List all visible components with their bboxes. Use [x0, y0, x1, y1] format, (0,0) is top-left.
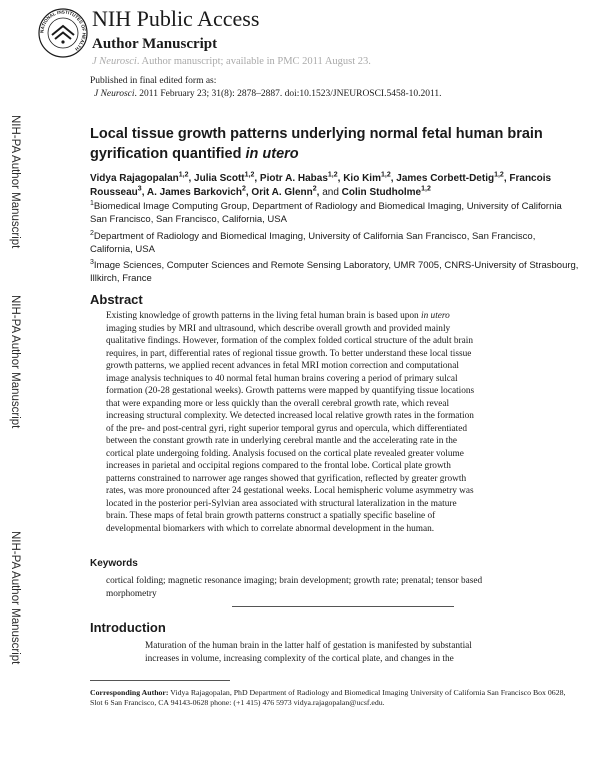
published-in-label: Published in final edited form as: — [90, 76, 217, 86]
sidebar-label-bottom: NIH-PA Author Manuscript — [9, 531, 21, 665]
abstract-text-start: Existing knowledge of growth patterns in the living fetal human brain is based upon — [106, 311, 421, 321]
author-separator: , — [390, 173, 397, 184]
author-separator: , — [141, 187, 147, 198]
author-separator: , — [316, 187, 323, 198]
author-name: Julia Scott — [194, 173, 245, 184]
author-affiliation-sup: 1,2 — [380, 171, 391, 179]
affiliation-text: Image Sciences, Computer Sciences and Remote Sensing Laboratory, UMR 7005, CNRS-University of Strasbourg, Illkirch, France — [90, 260, 579, 284]
affiliation-1 — [90, 200, 580, 226]
author-affiliation-sup: 1,2 — [178, 171, 189, 179]
citation-line — [94, 89, 442, 99]
author-name: Orit A. Glenn — [251, 187, 313, 198]
footnote-divider — [90, 680, 230, 681]
author-name: Kio Kim — [343, 173, 381, 184]
sidebar-label-middle: NIH-PA Author Manuscript — [9, 295, 21, 429]
footnote-label: Corresponding Author: — [90, 688, 169, 697]
introduction-heading: Introduction — [90, 620, 166, 635]
footnote-text: Vidya Rajagopalan, PhD Department of Radiology and Biomedical Imaging University of California San Francisco Box 0628, Slot 6 San Francisco, CA 94143-0628 phone: (+1 415) 476 5973 vidya.rajagopalan@ucsf.edu. — [90, 688, 566, 707]
abstract-heading: Abstract — [90, 292, 143, 307]
sidebar-label-top: NIH-PA Author Manuscript — [9, 115, 21, 249]
author-list — [90, 172, 580, 200]
affiliation-text: Department of Radiology and Biomedical Imaging, University of California San Francisco, San Francisco, California, USA — [90, 231, 536, 255]
affiliation-2 — [90, 230, 580, 256]
author-affiliation-sup: 1,2 — [327, 171, 338, 179]
author-name: Colin Studholme — [341, 187, 422, 198]
author-separator: , — [337, 173, 344, 184]
author-separator: , — [503, 173, 510, 184]
author-name: A. James Barkovich — [146, 187, 242, 198]
author-separator: , — [245, 187, 252, 198]
author-name: Francois Rousseau — [90, 173, 552, 198]
article-title-italic: in utero — [245, 146, 299, 162]
citation-journal: J Neurosci — [94, 89, 135, 99]
nih-public-access-title: NIH Public Access — [92, 6, 260, 31]
author-name: James Corbett-Detig — [396, 173, 495, 184]
affiliation-number: 3 — [90, 258, 94, 266]
affiliation-3 — [90, 259, 580, 285]
author-affiliation-sup: 2 — [312, 185, 317, 193]
author-affiliation-sup: 3 — [137, 185, 142, 193]
author-affiliation-sup: 1,2 — [421, 185, 431, 193]
section-divider — [232, 606, 454, 607]
author-affiliation-sup: 1,2 — [494, 171, 504, 179]
article-title-main: Local tissue growth patterns underlying normal fetal human brain gyrification quantified — [90, 126, 543, 162]
affiliation-number: 2 — [90, 229, 94, 237]
author-separator: , — [188, 173, 195, 184]
keywords-heading: Keywords — [90, 558, 138, 569]
keywords-text: cortical folding; magnetic resonance imaging; brain development; growth rate; prenatal; tensor based morphometry — [106, 576, 483, 599]
availability-note — [92, 56, 371, 67]
affiliation-number: 1 — [90, 199, 94, 207]
svg-text:NATIONAL INSTITUTES OF HEALTH: NATIONAL INSTITUTES OF HEALTH — [39, 9, 87, 52]
author-manuscript-label: Author Manuscript — [92, 36, 218, 52]
introduction-text: Maturation of the human brain in the latter half of gestation is manifested by substantial increases in volume, increasing complexity of the cortical plate, and changes in the — [145, 641, 472, 664]
availability-journal: J Neurosci — [92, 56, 137, 67]
nih-seal-logo — [38, 8, 88, 58]
author-affiliation-sup: 2 — [241, 185, 246, 193]
author-affiliation-sup: 1,2 — [244, 171, 255, 179]
corresponding-author-footnote — [90, 688, 574, 708]
abstract-text-rest: imaging studies by MRI and ultrasound, which describe overall growth and provided mainly qualitative findings. However, formation of the complex folded cortical structure of the adult brain requires, in part, differential rates of regional tissue growth. To better understand these local tissue growth patterns, we applied recent advances in fetal MRI motion correction and computational image analysis techniques to 40 normal fetal human brains covering a period of primary sulcal formation (20-28 gestational weeks). Growth patterns were mapped by quantifying tissue locations that were expanding more or less quickly than the overall cerebral growth rate, which reveal increasing structural complexity. We detected increased local relative growth rates in the formation of the pre- and post-central gyri, right superior temporal gyrus and opercula, which differentiated between the constant growth rate in underlying cerebral mantle and the accelerating rate in the cortical plate undergoing folding. Analysis focused on the cortical plate revealed greater volume increases in parietal and occipital regions compared to the frontal lobe. Cortical plate growth patterns constrained to narrower age ranges showed that gyrification, reflected by greater growth rates, was more pronounced after 24 gestational weeks. Local hemispheric volume asymmetry was located in the posterior peri-Sylvian area associated with structural lateralization in the mature brain. These maps of fetal brain growth patterns construct a spatially specific baseline of developmental biomarkers with which to correlate abnormal development in the human. — [106, 323, 475, 534]
abstract-italic: in utero — [421, 311, 450, 321]
abstract-body — [106, 310, 478, 535]
author-and: and — [322, 187, 342, 198]
affiliation-text: Biomedical Image Computing Group, Department of Radiology and Biomedical Imaging, University of California San Francisco, San Francisco, California, USA — [90, 201, 562, 225]
author-name: Vidya Rajagopalan — [90, 173, 179, 184]
article-title — [90, 124, 560, 164]
citation-details: . 2011 February 23; 31(8): 2878–2887. doi:10.1523/JNEUROSCI.5458-10.2011. — [134, 89, 442, 99]
author-name: Piotr A. Habas — [259, 173, 328, 184]
availability-text: . Author manuscript; available in PMC 2011 August 23. — [136, 56, 371, 67]
author-separator: , — [254, 173, 260, 184]
